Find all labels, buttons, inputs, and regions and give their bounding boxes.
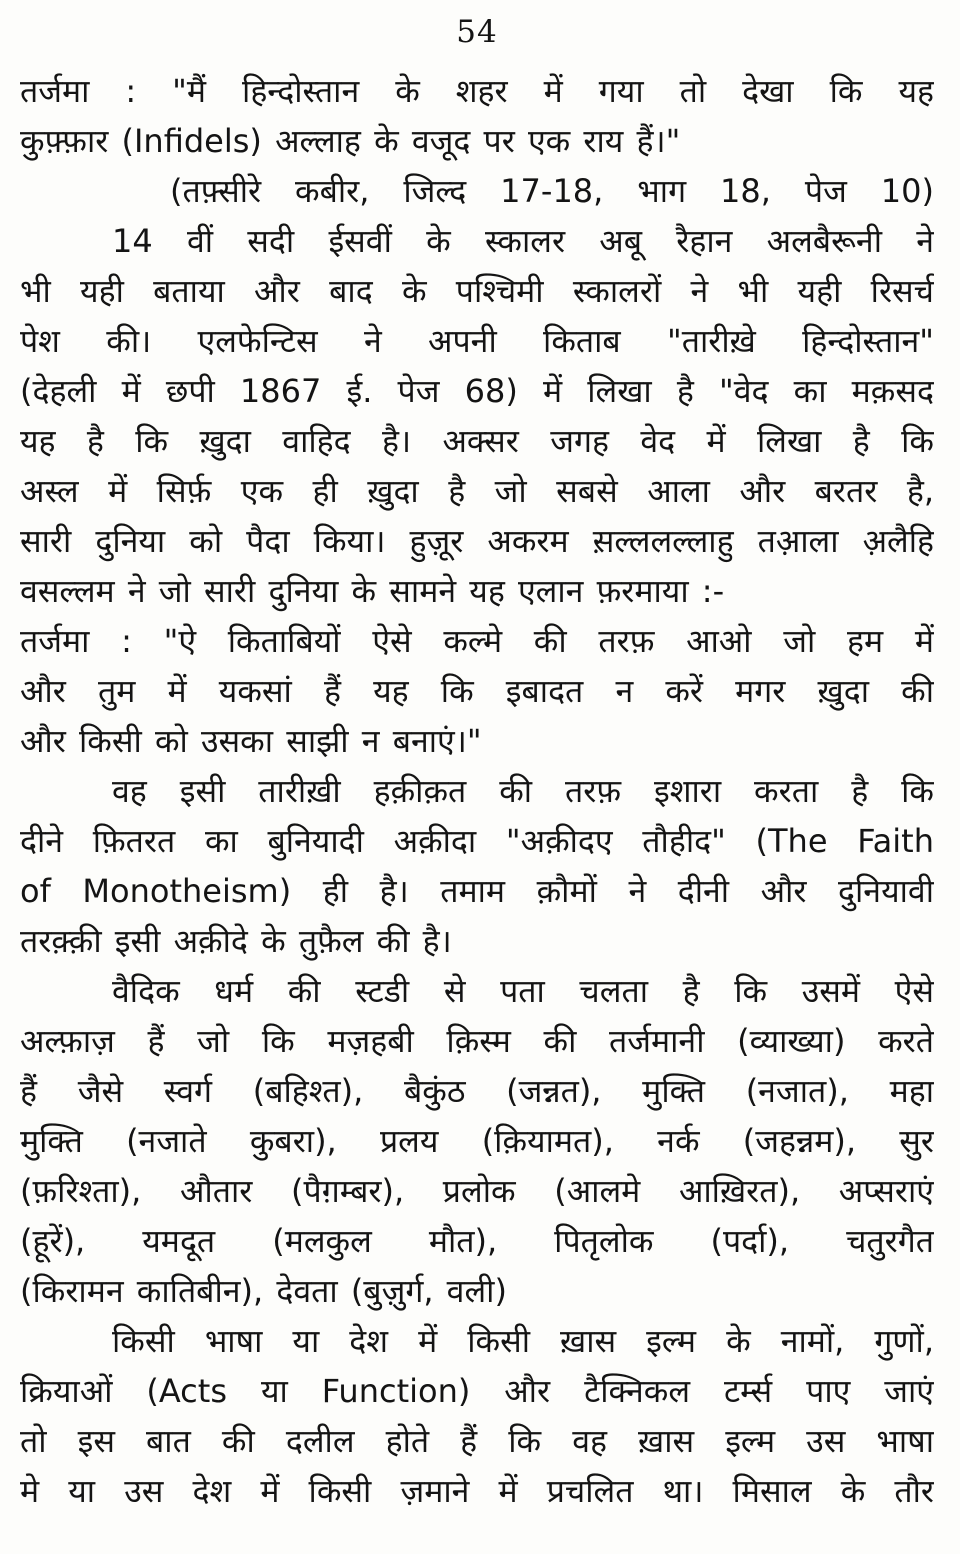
text-line: भी यही बताया और बाद के पश्चिमी स्कालरों ने भी यही रिसर्च [20,272,934,310]
text-line: मुक्ति (नजाते कुबरा), प्रलय (क़ियामत), नर्क (जहन्नम), सुर [20,1122,934,1160]
text-line: सारी दुनिया को पैदा किया। हुज़ूर अकरम स़ल्ललल्लाहु तआ़ला अ़लैहि [20,522,934,560]
text-line: of Monotheism) ही है। तमाम क़ौमों ने दीनी और दुनियावी [20,872,934,910]
text-line: दीने फ़ितरत का बुनियादी अक़ीदा "अक़ीदए तौहीद" (The Faith [20,822,934,860]
page-body [20,66,934,1516]
text-line: क्रियाओं (Acts या Function) और टैक्निकल टर्म्स पाए जाएं [20,1372,934,1410]
text-line: तो इस बात की दलील होते हैं कि वह ख़ास इल्म उस भाषा [20,1422,934,1460]
text-line: 14 वीं सदी ईसवीं के स्कालर अबू रैहान अलबैरूनी ने [112,222,934,260]
text-line: (हूरें), यमदूत (मलकुल मौत), पितृलोक (पर्दा), चतुरगैत [20,1222,934,1260]
text-line: वसल्लम ने जो सारी दुनिया के सामने यह एलान फ़रमाया :- [20,572,725,610]
text-line: तरक़्क़ी इसी अक़ीदे के तुफ़ैल की है। [20,922,452,960]
text-line: पेश की। एलफेन्टिस ने अपनी किताब "तारीख़े हिन्दोस्तान" [20,322,934,360]
page-number: 54 [456,14,498,50]
text-line: और किसी को उसका साझी न बनाएं।" [20,722,482,760]
text-line: वह इसी तारीख़ी हक़ीक़त की तरफ़ इशारा करता है कि [112,772,934,810]
text-line: तर्जमा : "मैं हिन्दोस्तान के शहर में गया तो देखा कि यह [20,72,934,110]
text-line: हैं जैसे स्वर्ग (बहिश्त), बैकुंठ (जन्नत), मुक्ति (नजात), महा [20,1072,934,1110]
text-line: तर्जमा : "ऐ किताबियों ऐसे कल्मे की तरफ़ आओ जो हम में [20,622,934,660]
text-line: (देहली में छपी 1867 ई. पेज 68) में लिखा है "वेद का मक़सद [20,372,934,410]
text-line: (तफ़्सीरे कबीर, जिल्द 17-18, भाग 18, पेज 10) [170,172,934,210]
text-line: कुफ़्फ़ार (Infidels) अल्लाह के वजूद पर एक राय हैं।" [20,122,681,160]
text-line: वैदिक धर्म की स्टडी से पता चलता है कि उसमें ऐसे [112,972,934,1010]
text-line: मे या उस देश में किसी ज़माने में प्रचलित था। मिसाल के तौर [20,1472,934,1510]
text-line: अल्फ़ाज़ हैं जो कि मज़हबी क़िस्म की तर्जमानी (व्याख्या) करते [20,1022,934,1060]
text-line: और तुम में यकसां हैं यह कि इबादत न करें मगर ख़ुदा की [20,672,934,710]
text-line: (किरामन कातिबीन), देवता (बुज़ुर्ग, वली) [20,1272,507,1310]
text-line: यह है कि ख़ुदा वाहिद है। अक्सर जगह वेद में लिखा है कि [20,422,934,460]
text-line: (फ़रिश्ता), औतार (पैग़म्बर), प्रलोक (आलमे आख़िरत), अप्सराएं [20,1172,934,1210]
text-line: किसी भाषा या देश में किसी ख़ास इल्म के नामों, गुणों, [112,1322,934,1360]
text-line: अस्ल में सिर्फ़ एक ही ख़ुदा है जो सबसे आला और बरतर है, [20,472,934,510]
